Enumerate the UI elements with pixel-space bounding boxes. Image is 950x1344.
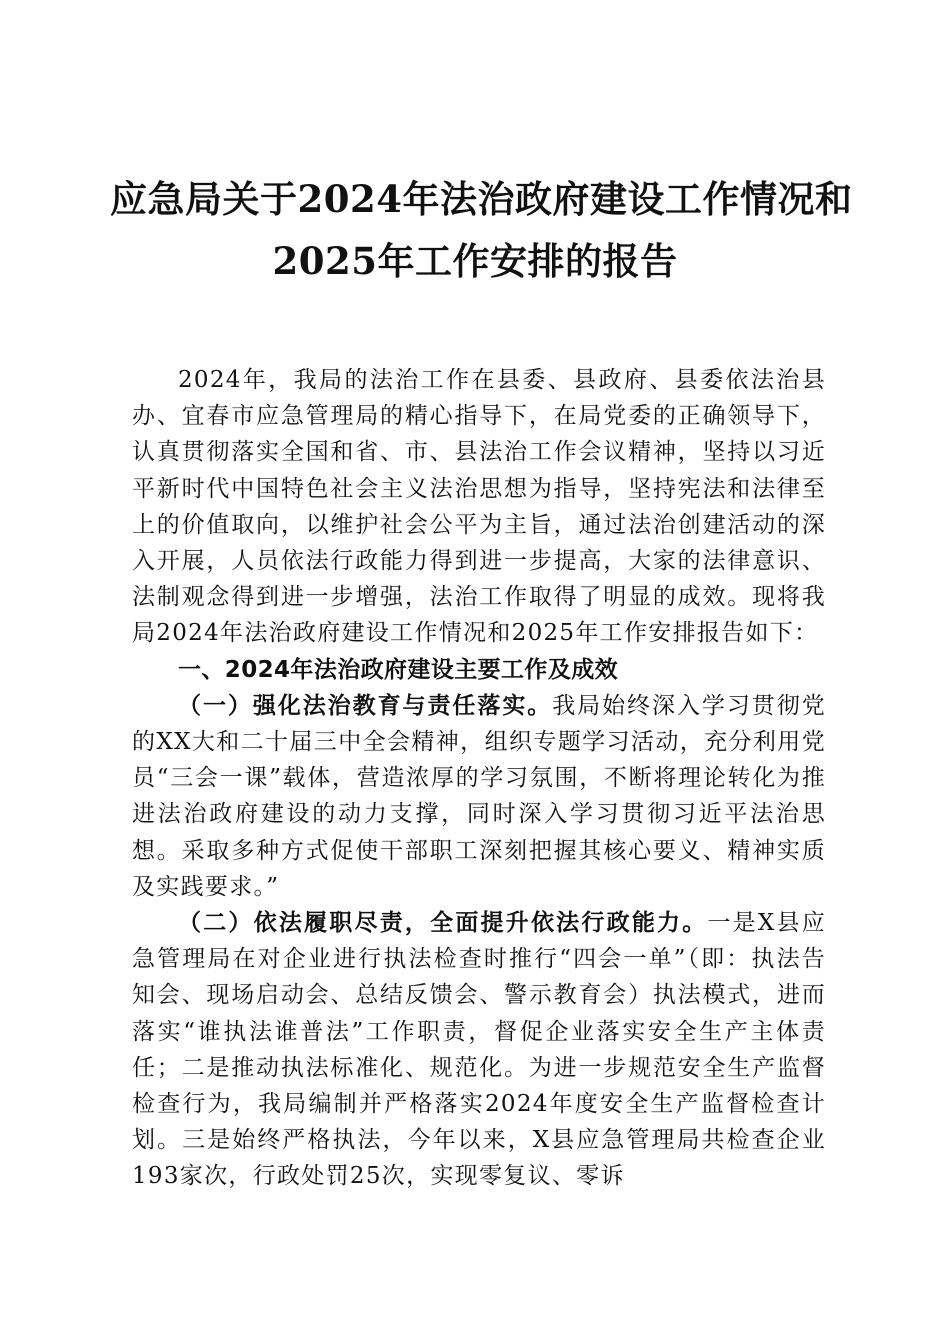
- document-title: [110, 168, 853, 292]
- title-line-2: 2025年工作安排的报告: [272, 239, 678, 283]
- document-body: [132, 362, 826, 1195]
- subsection-paragraph-2: [132, 905, 826, 1195]
- section-heading-1: 一、2024年法治政府建设主要工作及成效: [178, 656, 619, 683]
- subsection-text-1: 我局始终深入学习贯彻党的XX大和二十届三中全会精神，组织专题学习活动，充分利用党员“三会一课”载体，营造浓厚的学习氛围，不断将理论转化为推进法治政府建设的动力支撑，同时深入学习贯彻习近平法治思想。采取多种方式促使干部职工深刻把握其核心要义、精神实质及实践要求。”: [132, 692, 826, 900]
- subsection-text-2: 一是X县应急管理局在对企业进行执法检查时推行“四会一单”（即：执法告知会、现场启动会、总结反馈会、警示教育会）执法模式，进而落实“谁执法谁普法”工作职责，督促企业落实安全生产主体责任；二是推动执法标准化、规范化。为进一步规范安全生产监督检查行为，我局编制并严格落实2024年度安全生产监督检查计划。三是始终严格执法，今年以来，X县应急管理局共检查企业193家次，行政处罚25次，实现零复议、零诉: [132, 910, 826, 1190]
- intro-paragraph: 2024年，我局的法治工作在县委、县政府、县委依法治县办、宜春市应急管理局的精心指导下，在局党委的正确领导下，认真贯彻落实全国和省、市、县法治工作会议精神，坚持以习近平新时代中国特色社会主义法治思想为指导，坚持宪法和法律至上的价值取向，以维护社会公平为主旨，通过法治创建活动的深入开展，人员依法行政能力得到进一步提高，大家的法律意识、法制观念得到进一步增强，法治工作取得了明显的成效。现将我局2024年法治政府建设工作情况和2025年工作安排报告如下：: [132, 367, 826, 647]
- title-line-1: 应急局关于2024年法治政府建设工作情况和: [110, 177, 853, 221]
- subsection-heading-2: （二）依法履职尽责，全面提升依法行政能力。: [178, 909, 708, 937]
- subsection-paragraph-1: [132, 688, 826, 905]
- subsection-heading-1: （一）强化法治教育与责任落实。: [178, 691, 553, 719]
